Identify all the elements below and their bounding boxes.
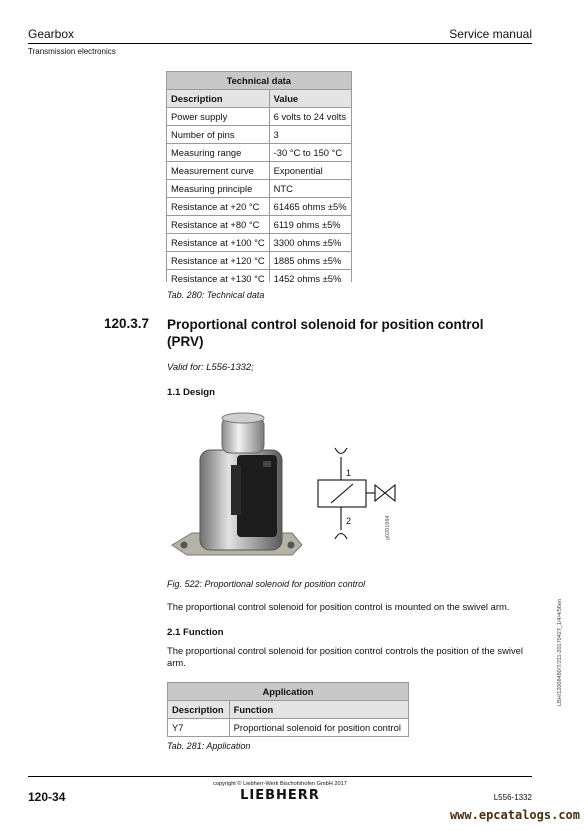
table-cell: 3 bbox=[269, 126, 351, 144]
solenoid-figure bbox=[167, 405, 407, 570]
function-heading: 2.1 Function bbox=[167, 627, 224, 638]
column-header-value: Value bbox=[269, 90, 351, 108]
table-row bbox=[167, 108, 352, 126]
table-footnote: Tab. 280: Technical data bbox=[167, 290, 265, 300]
table-cell: 61465 ohms ±5% bbox=[269, 198, 351, 216]
table-row bbox=[167, 126, 352, 144]
design-heading: 1.1 Design bbox=[167, 387, 215, 398]
table-cell: 1452 ohms ±5% bbox=[269, 270, 351, 283]
table-cell: Resistance at +100 °C bbox=[167, 234, 270, 252]
column-header-function: Function bbox=[229, 701, 408, 719]
header-rule bbox=[28, 43, 532, 44]
table-cell: Measuring principle bbox=[167, 180, 270, 198]
technical-data-table-wrapper bbox=[166, 71, 356, 282]
technical-data-table bbox=[166, 71, 352, 282]
table-row bbox=[168, 719, 409, 737]
table-row bbox=[167, 234, 352, 252]
table-cell: Measurement curve bbox=[167, 162, 270, 180]
table-row bbox=[167, 144, 352, 162]
application-table-wrapper bbox=[167, 682, 409, 737]
table-cell: 6 volts to 24 volts bbox=[269, 108, 351, 126]
table-cell: Y7 bbox=[168, 719, 230, 737]
document-reference: L556-1332 bbox=[493, 793, 532, 802]
section-title: Proportional control solenoid for position control (PRV) bbox=[167, 317, 484, 349]
table-cell: Number of pins bbox=[167, 126, 270, 144]
port-1-label: 1 bbox=[346, 468, 352, 478]
header-subtitle: Transmission electronics bbox=[28, 47, 116, 56]
table-row bbox=[167, 216, 352, 234]
table-row bbox=[167, 252, 352, 270]
table-caption: Application bbox=[168, 683, 409, 701]
function-paragraph: The proportional control solenoid for position control controls the position of the swivel arm. bbox=[167, 645, 523, 668]
footer-rule bbox=[28, 776, 532, 777]
brand-logo: LIEBHERR bbox=[240, 788, 320, 803]
table-cell: -30 °C to 150 °C bbox=[269, 144, 351, 162]
column-header-description: Description bbox=[167, 90, 270, 108]
table-footnote: Tab. 281: Application bbox=[167, 741, 251, 751]
table-row bbox=[167, 180, 352, 198]
table-cell: Resistance at +20 °C bbox=[167, 198, 270, 216]
table-caption: Technical data bbox=[167, 72, 352, 90]
table-cell: Resistance at +80 °C bbox=[167, 216, 270, 234]
table-cell: Power supply bbox=[167, 108, 270, 126]
section-number: 120.3.7 bbox=[104, 316, 150, 331]
header-manual-type: Service manual bbox=[449, 27, 532, 41]
figure-caption: Fig. 522: Proportional solenoid for position control bbox=[167, 579, 366, 589]
table-cell: 3300 ohms ±5% bbox=[269, 234, 351, 252]
table-row bbox=[167, 162, 352, 180]
table-cell: 6119 ohms ±5% bbox=[269, 216, 351, 234]
figure-code: g0201984 bbox=[385, 515, 391, 540]
column-header-description: Description bbox=[168, 701, 230, 719]
validity-note: Valid for: L556-1332; bbox=[167, 361, 254, 372]
port-2-label: 2 bbox=[346, 516, 352, 526]
table-cell: Measuring range bbox=[167, 144, 270, 162]
page-number: 120-34 bbox=[28, 790, 66, 804]
solenoid-illustration bbox=[167, 405, 407, 570]
document-code: LBH/12008480/7/211-20170427_1/4/4/56en bbox=[557, 599, 563, 706]
table-cell: 1885 ohms ±5% bbox=[269, 252, 351, 270]
watermark-link[interactable]: www.epcatalogs.com bbox=[449, 808, 580, 822]
application-table bbox=[167, 682, 409, 737]
table-cell: Exponential bbox=[269, 162, 351, 180]
table-row bbox=[167, 198, 352, 216]
table-cell: NTC bbox=[269, 180, 351, 198]
design-paragraph: The proportional control solenoid for position control is mounted on the swivel arm. bbox=[167, 601, 510, 612]
table-cell: Proportional solenoid for position control bbox=[229, 719, 408, 737]
table-row bbox=[167, 270, 352, 283]
table-cell: Resistance at +120 °C bbox=[167, 252, 270, 270]
copyright-notice: copyright © Liebherr-Werk Bischofshofen GmbH 2017 bbox=[213, 781, 347, 787]
header-title: Gearbox bbox=[28, 27, 75, 41]
table-cell: Resistance at +130 °C bbox=[167, 270, 270, 283]
